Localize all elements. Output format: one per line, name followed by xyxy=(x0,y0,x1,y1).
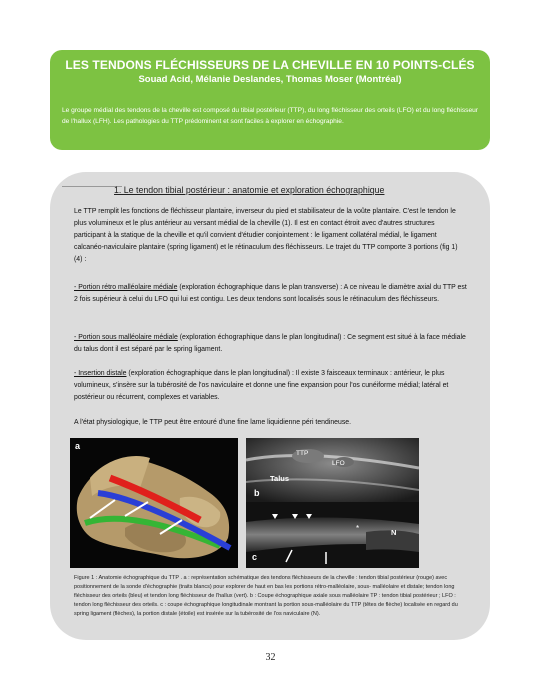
body-paragraph-3 xyxy=(74,332,467,356)
foot-skeleton-illustration xyxy=(70,438,238,568)
para-1-text: Le TTP remplit les fonctions de fléchisseur plantaire, inverseur du pied et stabilisateur de la voûte plantaire. C'est le tendon le plus volumineux et le plus antérieur au versant médial de la cheville (1). Il est en contact étroit avec d'autres structures participant à la statique de la cheville et qu'il convient d'étudier conjointement : le ligament collatéral médial, le ligament calcanéo-naviculaire plantaire (spring ligament) et le rétinaculum des fléchisseurs. Le trajet du TTP comporte 3 portions (fig 1) (4) : xyxy=(74,208,458,263)
body-paragraph-2 xyxy=(74,282,467,306)
authors-line: Souad Acid, Mélanie Deslandes, Thomas Moser (Montréal) xyxy=(138,74,402,85)
navicular-label: N xyxy=(391,528,397,537)
ttp-label: TTP xyxy=(296,450,309,457)
section-panel xyxy=(50,172,490,640)
talus-label: Talus xyxy=(270,474,290,483)
para-2-heading: - Portion rétro malléolaire médiale xyxy=(74,284,178,291)
intro-paragraph: Le groupe médial des tendons de la cheville est composé du tibial postérieur (TTP), du long fléchisseur des orteils (LFO) et du long fléchisseur de l'hallux (LFH). Les pathologies du TTP prédominent et sont faciles à explorer en échographie. xyxy=(62,107,478,125)
figure-caption: Figure 1 : Anatomie échographique du TTP . a : représentation schématique des tendons fléchisseurs de la cheville : tendon tibial postérieur (rouge) avec positionnement de la sonde d'échographie (traits blancs) pour explorer de haut en bas les portions rétro-malléolaire, sous- malléolaire et distale; tendon long fléchisseur des orteils (bleu) et tendon long fléchisseur de l'hallux (vert). b : Coupe échographique axiale sous malléolaire TP : tendon tibial postérieur ; LFO : tendon long fléchisseur des orteils. c : coupe échographique longitudinale montrant la portion sous-malléolaire du TTP (têtes de flèche) localisée en regard du spring ligament (flèches), la portion distale (étoile) est insérée sur la tubérosité de l'os naviculaire (N). xyxy=(74,575,458,617)
page-title: LES TENDONS FLÉCHISSEURS DE LA CHEVILLE EN 10 POINTS-CLÉS xyxy=(65,58,475,72)
ultrasound-axial-image xyxy=(246,438,419,502)
section-rule xyxy=(62,186,122,187)
section-title: 1. Le tendon tibial postérieur : anatomie et exploration échographique xyxy=(114,185,385,195)
star-marker: * xyxy=(356,524,360,533)
body-paragraph-4 xyxy=(74,368,467,404)
body-paragraph-1 xyxy=(74,206,467,266)
para-3-text: (exploration échographique dans le plan longitudinal) : Ce segment est situé à la face médiale du talus dont il est séparé par le spring ligament. xyxy=(74,334,466,353)
para-2-text: (exploration échographique dans le plan transverse) : A ce niveau le diamètre axial du TTP est 2 fois supérieur à celui du LFO qui lui est contigu. Les deux tendons sont localisés sous le rétinaculum des fléchisseurs. xyxy=(74,284,467,303)
figure-a-label: a xyxy=(75,441,81,451)
body-paragraph-5 xyxy=(74,417,467,429)
para-4-heading: - Insertion distale xyxy=(74,370,127,377)
para-5-text: A l'état physiologique, le TTP peut être entouré d'une fine lame liquidienne péri tendineuse. xyxy=(74,419,352,426)
page-number: 32 xyxy=(265,652,276,663)
para-3-heading: - Portion sous malléolaire médiale xyxy=(74,334,178,341)
figure-b-ultrasound xyxy=(246,438,419,502)
figure-c-ultrasound xyxy=(246,502,419,568)
para-4-text: (exploration échographique dans le plan longitudinal) : Il existe 3 faisceaux terminaux : antérieur, le plus volumineux, s'insère sur la tubérosité de l'os naviculaire et donne une fine expansion pour l'os cunéiforme médial; latéral et postérieur ou récurrent, complexes et variables. xyxy=(74,370,449,401)
figure-b-label: b xyxy=(254,488,260,498)
lfo-label: LFO xyxy=(332,460,345,467)
figure-c-label: c xyxy=(252,552,258,562)
header-banner xyxy=(50,50,490,150)
figure-a-anatomy xyxy=(70,438,238,568)
